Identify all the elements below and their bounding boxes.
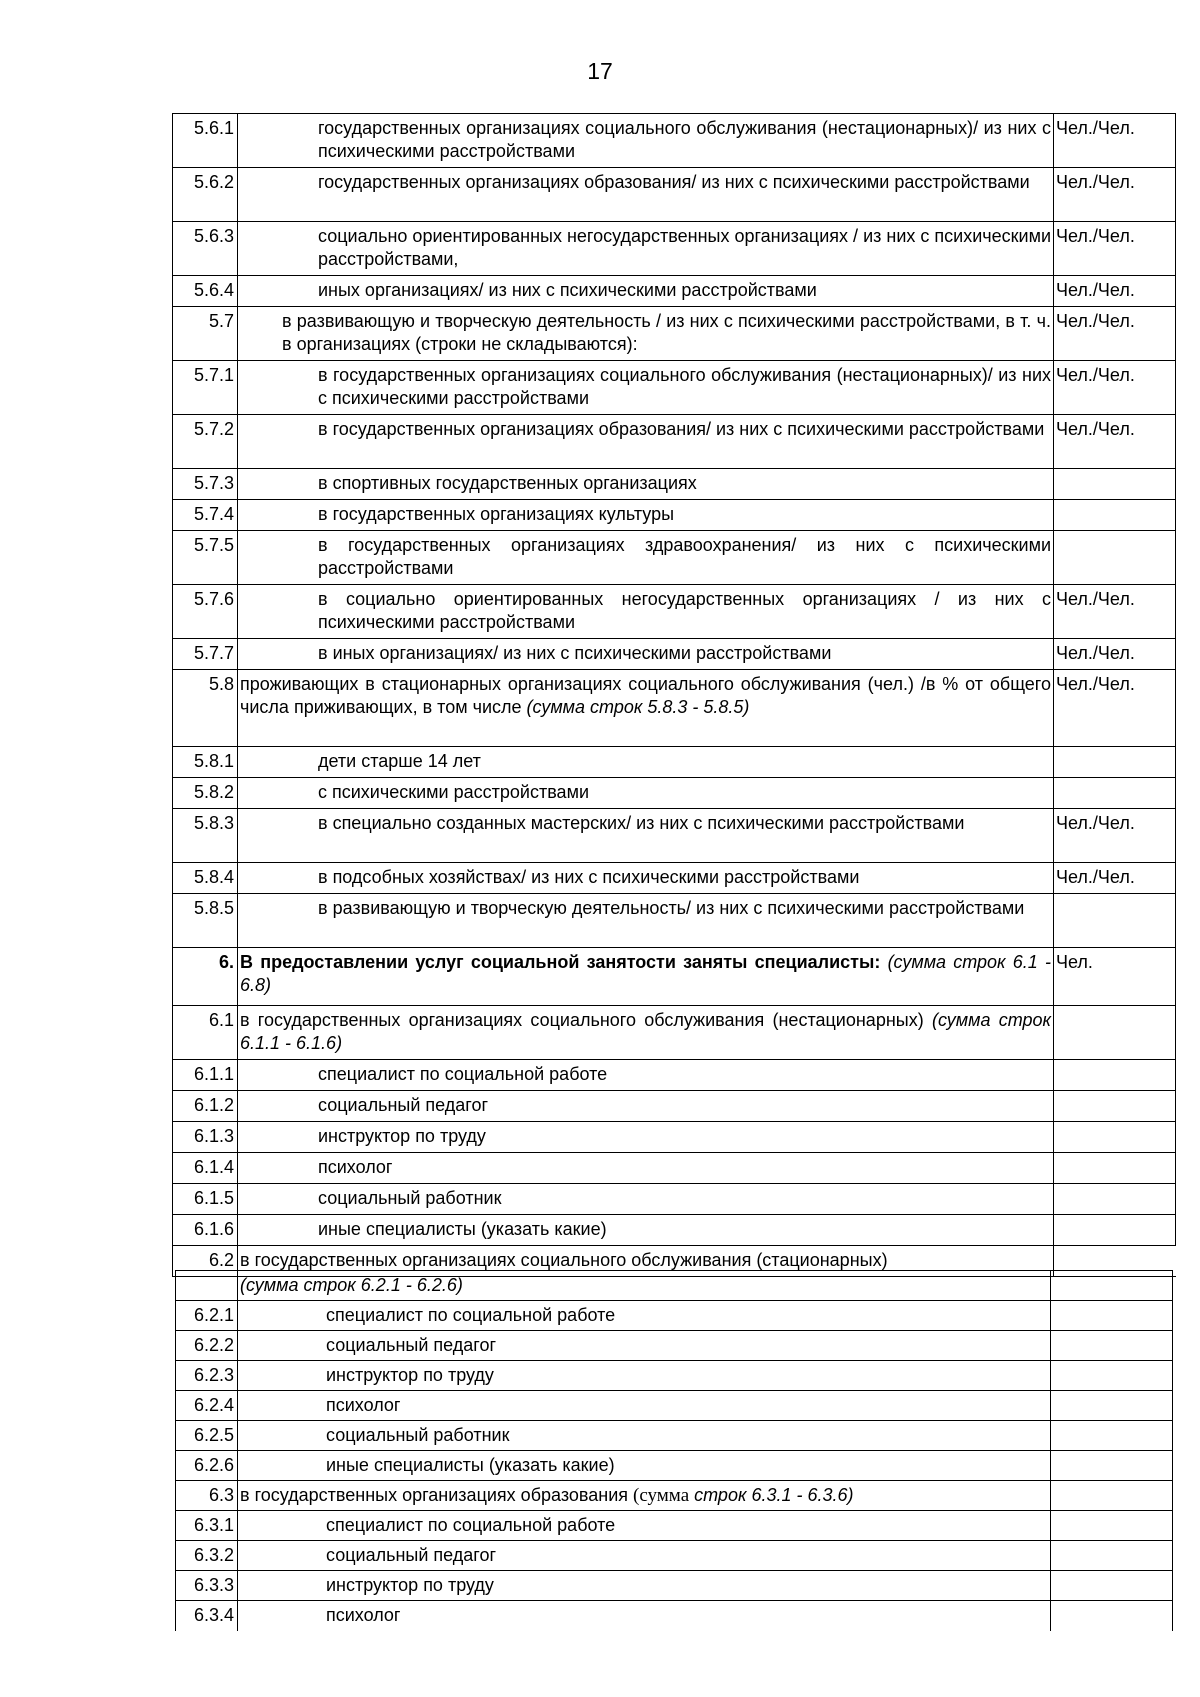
row-number: 6.1.5 — [173, 1184, 238, 1215]
row-unit — [1051, 1601, 1173, 1631]
row-number: 6.1.6 — [173, 1215, 238, 1246]
row-unit — [1054, 500, 1176, 531]
table-row — [173, 1153, 1176, 1184]
table-row — [173, 894, 1176, 948]
row-unit — [1054, 1215, 1176, 1246]
row-text: в иных организациях/ из них с психическими расстройствами — [318, 643, 832, 663]
row-description — [238, 1153, 1054, 1184]
row-description — [238, 500, 1054, 531]
table-row — [173, 1006, 1176, 1060]
row-text: В предоставлении услуг социальной занятости заняты специалисты: — [240, 952, 881, 972]
row-unit — [1054, 531, 1176, 585]
row-unit — [1054, 1153, 1176, 1184]
row-unit: Чел./Чел. — [1054, 585, 1176, 639]
row-number: 6.3.4 — [176, 1601, 238, 1631]
row-text: в развивающую и творческую деятельность / из них с психическими расстройствами, в т. ч. в организациях (строки не складываются): — [282, 311, 1051, 354]
table-row — [173, 585, 1176, 639]
row-unit — [1051, 1301, 1173, 1331]
row-description — [238, 531, 1054, 585]
row-sum-note: строк 6.3.1 - 6.3.6) — [694, 1485, 854, 1505]
row-number: 5.7 — [173, 307, 238, 361]
row-number: 6.2.1 — [176, 1301, 238, 1331]
table-row — [173, 222, 1176, 276]
row-unit — [1051, 1331, 1173, 1361]
row-text: в государственных организациях культуры — [318, 504, 675, 524]
row-text: в государственных организациях образования — [240, 1485, 628, 1505]
row-number: 6.1 — [173, 1006, 238, 1060]
table-row — [176, 1451, 1173, 1481]
row-unit — [1054, 1184, 1176, 1215]
row-text: социальный работник — [326, 1425, 510, 1445]
row-unit — [1054, 469, 1176, 500]
row-description — [238, 1215, 1054, 1246]
row-number: 5.7.6 — [173, 585, 238, 639]
row-number: 6.3.3 — [176, 1571, 238, 1601]
row-description — [238, 469, 1054, 500]
row-description — [238, 1331, 1051, 1361]
row-number: 6.1.3 — [173, 1122, 238, 1153]
row-text: психолог — [326, 1605, 401, 1625]
row-unit — [1051, 1571, 1173, 1601]
row-number: 5.6.3 — [173, 222, 238, 276]
row-description — [238, 1511, 1051, 1541]
row-number: 5.7.5 — [173, 531, 238, 585]
row-unit — [1054, 1122, 1176, 1153]
row-number: 6.1.1 — [173, 1060, 238, 1091]
table-row — [176, 1541, 1173, 1571]
row-unit — [1051, 1511, 1173, 1541]
row-description — [238, 361, 1054, 415]
row-number: 5.8.4 — [173, 863, 238, 894]
row-description — [238, 1421, 1051, 1451]
row-number: 6.1.4 — [173, 1153, 238, 1184]
report-table-lower — [175, 1270, 1173, 1631]
table-row — [173, 1215, 1176, 1246]
table-row — [173, 168, 1176, 222]
table-row — [173, 469, 1176, 500]
row-text: психолог — [318, 1157, 393, 1177]
row-description — [238, 1361, 1051, 1391]
row-description — [238, 307, 1054, 361]
table-row — [176, 1391, 1173, 1421]
row-number: 5.6.1 — [173, 114, 238, 168]
row-text: в специально созданных мастерских/ из них с психическими расстройствами — [318, 813, 965, 833]
table-row — [173, 415, 1176, 469]
row-unit — [1054, 778, 1176, 809]
row-number: 5.7.2 — [173, 415, 238, 469]
row-description — [238, 1271, 1051, 1301]
row-text: проживающих в стационарных организациях социального обслуживания (чел.) /в % от общего числа приживающих, в том числе — [240, 674, 1051, 717]
row-text: иные специалисты (указать какие) — [318, 1219, 607, 1239]
row-number: 5.8.2 — [173, 778, 238, 809]
table-row — [173, 1060, 1176, 1091]
row-description — [238, 670, 1054, 747]
row-number: 6.2.2 — [176, 1331, 238, 1361]
table-row — [176, 1601, 1173, 1631]
row-description — [238, 1091, 1054, 1122]
row-unit: Чел./Чел. — [1054, 276, 1176, 307]
row-description — [238, 1122, 1054, 1153]
table-row — [176, 1511, 1173, 1541]
row-unit: Чел./Чел. — [1054, 361, 1176, 415]
row-text: в спортивных государственных организациях — [318, 473, 697, 493]
row-number: 5.8.1 — [173, 747, 238, 778]
row-unit — [1054, 1060, 1176, 1091]
row-text: инструктор по труду — [326, 1575, 494, 1595]
row-text: в государственных организациях социального обслуживания (нестационарных)/ из них с психическими расстройствами — [318, 365, 1051, 408]
row-number — [176, 1271, 238, 1301]
table-row — [176, 1481, 1173, 1511]
row-unit: Чел./Чел. — [1054, 639, 1176, 670]
row-number: 6.3.2 — [176, 1541, 238, 1571]
table-row — [173, 531, 1176, 585]
row-description — [238, 894, 1054, 948]
row-text: инструктор по труду — [318, 1126, 486, 1146]
row-unit — [1051, 1391, 1173, 1421]
row-unit — [1054, 747, 1176, 778]
row-text: инструктор по труду — [326, 1365, 494, 1385]
row-description — [238, 276, 1054, 307]
row-unit: Чел./Чел. — [1054, 114, 1176, 168]
row-number: 6.3.1 — [176, 1511, 238, 1541]
row-number: 6. — [173, 948, 238, 1006]
row-description — [238, 1006, 1054, 1060]
row-text: специалист по социальной работе — [318, 1064, 608, 1084]
row-number: 6.2.4 — [176, 1391, 238, 1421]
row-unit — [1051, 1481, 1173, 1511]
row-description — [238, 948, 1054, 1006]
table-row — [176, 1421, 1173, 1451]
row-number: 5.7.3 — [173, 469, 238, 500]
row-unit — [1054, 1006, 1176, 1060]
row-text: в государственных организациях социального обслуживания (стационарных) — [240, 1250, 888, 1270]
row-description — [238, 1571, 1051, 1601]
table-row — [173, 863, 1176, 894]
table-row — [173, 1122, 1176, 1153]
row-description — [238, 778, 1054, 809]
row-description — [238, 222, 1054, 276]
row-description — [238, 1451, 1051, 1481]
row-sum-note: (сумма строк 6.1.1 - 6.1.6) — [240, 1010, 1052, 1053]
row-description — [238, 1541, 1051, 1571]
row-number: 6.2.5 — [176, 1421, 238, 1451]
row-description — [238, 1601, 1051, 1631]
row-unit: Чел./Чел. — [1054, 168, 1176, 222]
row-number: 5.8 — [173, 670, 238, 747]
row-text: иных организациях/ из них с психическими расстройствами — [318, 280, 817, 300]
row-description — [238, 639, 1054, 670]
row-description — [238, 114, 1054, 168]
row-text: в развивающую и творческую деятельность/ из них с психическими расстройствами — [318, 898, 1025, 918]
row-text: государственных организациях образования/ из них с психическими расстройствами — [318, 172, 1030, 192]
row-unit: Чел./Чел. — [1054, 670, 1176, 747]
table-row — [173, 778, 1176, 809]
row-text: специалист по социальной работе — [326, 1305, 616, 1325]
row-sum-note: (сумма строк 6.2.1 - 6.2.6) — [240, 1275, 463, 1295]
table-row — [173, 307, 1176, 361]
table-row — [173, 114, 1176, 168]
table-row — [176, 1331, 1173, 1361]
row-text: социальный педагог — [326, 1335, 497, 1355]
row-text: в социально ориентированных негосударственных организациях / из них с психическими расстройствами — [318, 589, 1051, 632]
row-description — [238, 1184, 1054, 1215]
row-unit: Чел./Чел. — [1054, 863, 1176, 894]
row-number: 6.3 — [176, 1481, 238, 1511]
table-row — [173, 361, 1176, 415]
row-description — [238, 747, 1054, 778]
row-description — [238, 863, 1054, 894]
row-unit — [1054, 1091, 1176, 1122]
row-number: 5.7.7 — [173, 639, 238, 670]
row-text: с психическими расстройствами — [318, 782, 589, 802]
table-row — [173, 639, 1176, 670]
row-text: социальный работник — [318, 1188, 502, 1208]
row-unit: Чел./Чел. — [1054, 307, 1176, 361]
row-description — [238, 415, 1054, 469]
table-row — [173, 276, 1176, 307]
row-unit — [1051, 1541, 1173, 1571]
row-unit: Чел. — [1054, 948, 1176, 1006]
row-text-serif: (сумма — [633, 1485, 690, 1506]
row-text: в государственных организациях здравоохранения/ из них с психическими расстройствами — [318, 535, 1051, 578]
row-sum-note: (сумма строк 6.1 - 6.8) — [240, 952, 1051, 995]
row-text: социальный педагог — [318, 1095, 489, 1115]
row-text: в подсобных хозяйствах/ из них с психическими расстройствами — [318, 867, 860, 887]
table-row — [173, 670, 1176, 747]
table-row — [173, 1091, 1176, 1122]
row-sum-note: (сумма строк 5.8.3 - 5.8.5) — [526, 697, 750, 717]
row-number: 5.8.5 — [173, 894, 238, 948]
row-text: психолог — [326, 1395, 401, 1415]
row-text: дети старше 14 лет — [318, 751, 481, 771]
row-description — [238, 1481, 1051, 1511]
row-text: иные специалисты (указать какие) — [326, 1455, 615, 1475]
row-description — [238, 1391, 1051, 1421]
row-number: 5.6.2 — [173, 168, 238, 222]
report-table-upper — [172, 113, 1176, 1277]
row-unit — [1051, 1361, 1173, 1391]
row-number: 5.6.4 — [173, 276, 238, 307]
row-unit: Чел./Чел. — [1054, 222, 1176, 276]
row-description — [238, 1060, 1054, 1091]
row-text: социально ориентированных негосударственных организациях / из них с психическими расстройствами, — [318, 226, 1051, 269]
row-unit — [1054, 894, 1176, 948]
row-text: в государственных организациях образования/ из них с психическими расстройствами — [318, 419, 1045, 439]
row-number: 6.2.6 — [176, 1451, 238, 1481]
table-row — [173, 1184, 1176, 1215]
row-unit — [1051, 1421, 1173, 1451]
row-number: 5.7.1 — [173, 361, 238, 415]
row-number: 6.2.3 — [176, 1361, 238, 1391]
table-row — [173, 948, 1176, 1006]
table-row — [176, 1271, 1173, 1301]
row-unit: Чел./Чел. — [1054, 809, 1176, 863]
row-unit — [1051, 1271, 1173, 1301]
table-row — [176, 1571, 1173, 1601]
row-number: 5.8.3 — [173, 809, 238, 863]
row-unit: Чел./Чел. — [1054, 415, 1176, 469]
row-number: 6.1.2 — [173, 1091, 238, 1122]
table-row — [176, 1361, 1173, 1391]
table-row — [173, 747, 1176, 778]
table-row — [173, 809, 1176, 863]
row-description — [238, 585, 1054, 639]
row-description — [238, 809, 1054, 863]
row-text: государственных организациях социального обслуживания (нестационарных)/ из них с психическими расстройствами — [318, 118, 1051, 161]
row-number: 5.7.4 — [173, 500, 238, 531]
row-description — [238, 168, 1054, 222]
table-row — [176, 1301, 1173, 1331]
row-text: специалист по социальной работе — [326, 1515, 616, 1535]
row-description — [238, 1301, 1051, 1331]
table-row — [173, 500, 1176, 531]
row-number: 6.2 — [173, 1246, 238, 1277]
page-number: 17 — [587, 58, 613, 84]
row-unit — [1051, 1451, 1173, 1481]
row-text: в государственных организациях социального обслуживания (нестационарных) — [240, 1010, 924, 1030]
row-text: социальный педагог — [326, 1545, 497, 1565]
